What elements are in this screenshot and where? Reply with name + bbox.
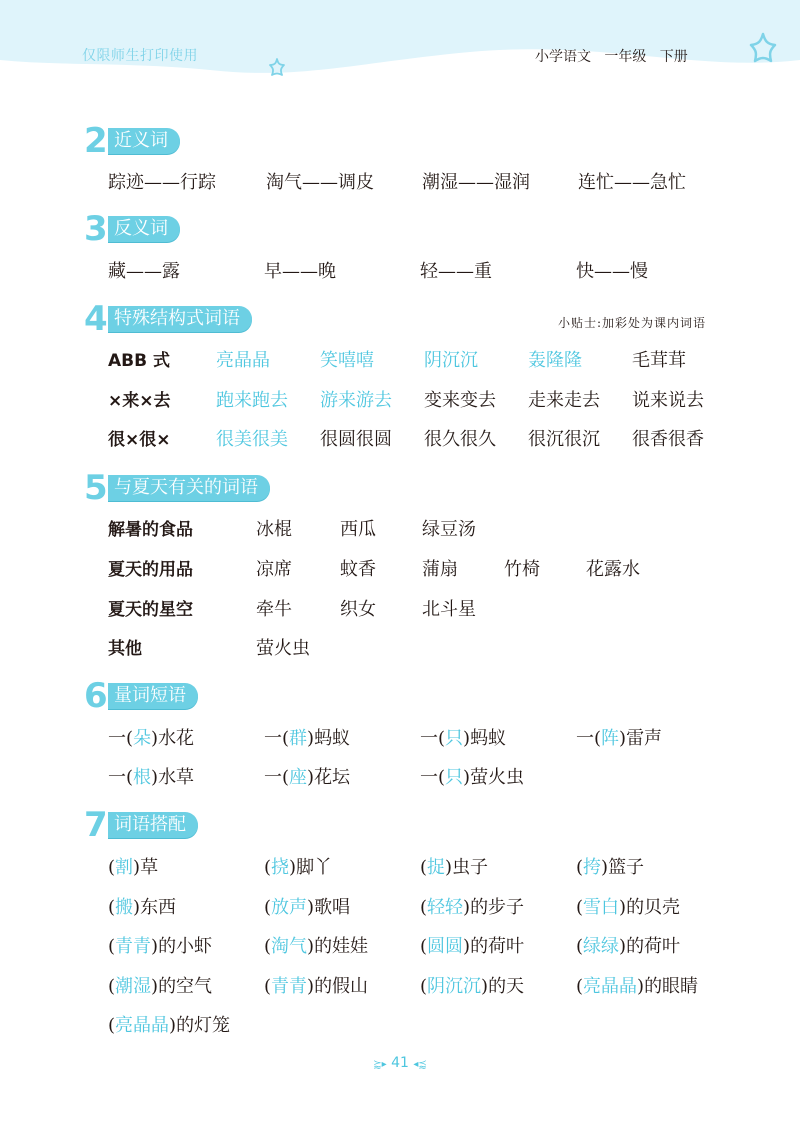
measure-word-row: [108, 726, 748, 752]
section-4-heading: [84, 299, 252, 339]
section-title: 特殊结构式词语: [108, 306, 252, 332]
section-number: 3: [84, 209, 108, 249]
antonym-pair: 早——晚: [264, 261, 336, 282]
collocation-phrase: (阴沉沉)的天: [420, 976, 525, 997]
book-info: [535, 46, 688, 66]
measure-phrase: 一(座)花坛: [264, 767, 351, 788]
section-number: 2: [84, 121, 108, 161]
subject-label: 小学语文: [535, 49, 591, 65]
page-number-text: 41: [391, 1055, 409, 1071]
measure-phrase: 一(朵)水花: [108, 728, 195, 749]
collocation-phrase: (搬)东西: [108, 897, 177, 918]
word: 绿豆汤: [422, 519, 476, 540]
word: 走来走去: [528, 390, 600, 411]
word: 北斗星: [422, 599, 476, 620]
word: 很久很久: [424, 429, 496, 450]
section-title: 反义词: [108, 216, 180, 242]
collocation-phrase: (亮晶晶)的眼睛: [576, 976, 699, 997]
summer-words-row: [108, 517, 748, 543]
section-7-heading: [84, 805, 198, 845]
antonym-pair: 藏——露: [108, 261, 180, 282]
double-arrow-left-icon: ◂⪷: [413, 1059, 427, 1070]
special-structure-row: [108, 427, 748, 453]
collocation-phrase: (青青)的小虾: [108, 936, 213, 957]
section-title: 近义词: [108, 128, 180, 154]
collocation-phrase: (绿绿)的荷叶: [576, 936, 681, 957]
row-label: 解暑的食品: [108, 520, 193, 540]
special-structure-row: [108, 348, 748, 374]
collocation-row: [108, 934, 748, 960]
collocation-phrase: (放声)歌唱: [264, 897, 351, 918]
word: 织女: [340, 599, 376, 620]
measure-phrase: 一(只)萤火虫: [420, 767, 525, 788]
highlighted-word: 阴沉沉: [424, 350, 478, 371]
collocation-phrase: (潮湿)的空气: [108, 976, 213, 997]
row-label: ×来×去: [108, 391, 171, 411]
synonym-pair: 连忙——急忙: [578, 172, 686, 193]
collocation-row: [108, 895, 748, 921]
word: 蚊香: [340, 559, 376, 580]
section-number: 5: [84, 468, 108, 508]
collocation-phrase: (捉)虫子: [420, 857, 489, 878]
synonym-pair: 踪迹——行踪: [108, 172, 216, 193]
word: 毛茸茸: [632, 350, 686, 371]
section-3-heading: [84, 209, 180, 249]
measure-phrase: 一(只)蚂蚁: [420, 728, 507, 749]
highlighted-word: 轰隆隆: [528, 350, 582, 371]
collocation-phrase: (青青)的假山: [264, 976, 369, 997]
row-label: 很×很×: [108, 430, 171, 450]
page-number: [372, 1055, 428, 1071]
section-number: 6: [84, 676, 108, 716]
section-number: 7: [84, 805, 108, 845]
word: 牵牛: [256, 599, 292, 620]
word: 很沉很沉: [528, 429, 600, 450]
row-label: ABB 式: [108, 351, 170, 371]
watermark-text: 仅限师生打印使用: [82, 48, 198, 64]
highlighted-word: 笑嘻嘻: [320, 350, 374, 371]
antonym-row: [108, 259, 748, 285]
collocation-phrase: (雪白)的贝壳: [576, 897, 681, 918]
collocation-row: [108, 1013, 748, 1039]
star-icon: [266, 58, 288, 80]
section-title: 与夏天有关的词语: [108, 475, 270, 501]
section-6-heading: [84, 676, 198, 716]
collocation-phrase: (轻轻)的步子: [420, 897, 525, 918]
word: 花露水: [586, 559, 640, 580]
word: 说来说去: [632, 390, 704, 411]
volume-label: 下册: [659, 49, 688, 65]
measure-word-row: [108, 765, 748, 791]
word: 西瓜: [340, 519, 376, 540]
collocation-phrase: (挎)篮子: [576, 857, 645, 878]
word: 竹椅: [504, 559, 540, 580]
measure-phrase: 一(阵)雷声: [576, 728, 663, 749]
section-title: 量词短语: [108, 683, 198, 709]
collocation-row: [108, 855, 748, 881]
header-band: [0, 0, 800, 82]
star-icon: [742, 32, 784, 72]
collocation-phrase: (亮晶晶)的灯笼: [108, 1015, 231, 1036]
measure-phrase: 一(群)蚂蚁: [264, 728, 351, 749]
highlighted-word: 跑来跑去: [216, 390, 288, 411]
highlighted-word: 游来游去: [320, 390, 392, 411]
tip-note: 小贴士:加彩处为课内词语: [558, 316, 707, 330]
synonym-pair: 淘气——调皮: [266, 172, 374, 193]
row-label: 夏天的用品: [108, 560, 193, 580]
double-arrow-right-icon: ⪸▸: [373, 1059, 387, 1070]
collocation-phrase: (割)草: [108, 857, 159, 878]
collocation-phrase: (圆圆)的荷叶: [420, 936, 525, 957]
antonym-pair: 轻——重: [420, 261, 492, 282]
section-title: 词语搭配: [108, 812, 198, 838]
summer-words-row: [108, 597, 748, 623]
word: 很香很香: [632, 429, 704, 450]
word: 凉席: [256, 559, 292, 580]
special-structure-row: [108, 388, 748, 414]
section-number: 4: [84, 299, 108, 339]
collocation-row: [108, 974, 748, 1000]
grade-label: 一年级: [604, 49, 647, 65]
antonym-pair: 快——慢: [576, 261, 648, 282]
collocation-phrase: (挠)脚丫: [264, 857, 333, 878]
word: 很圆很圆: [320, 429, 392, 450]
synonym-pair: 潮湿——湿润: [422, 172, 530, 193]
word: 蒲扇: [422, 559, 458, 580]
highlighted-word: 很美很美: [216, 429, 288, 450]
section-2-heading: [84, 121, 180, 161]
row-label: 夏天的星空: [108, 600, 193, 620]
word: 萤火虫: [256, 638, 310, 659]
row-label: 其他: [108, 639, 142, 659]
word: 变来变去: [424, 390, 496, 411]
summer-words-row: [108, 636, 748, 662]
measure-phrase: 一(根)水草: [108, 767, 195, 788]
synonym-row: [108, 170, 748, 196]
summer-words-row: [108, 557, 748, 583]
highlighted-word: 亮晶晶: [216, 350, 270, 371]
collocation-phrase: (淘气)的娃娃: [264, 936, 369, 957]
section-5-heading: [84, 468, 270, 508]
word: 冰棍: [256, 519, 292, 540]
